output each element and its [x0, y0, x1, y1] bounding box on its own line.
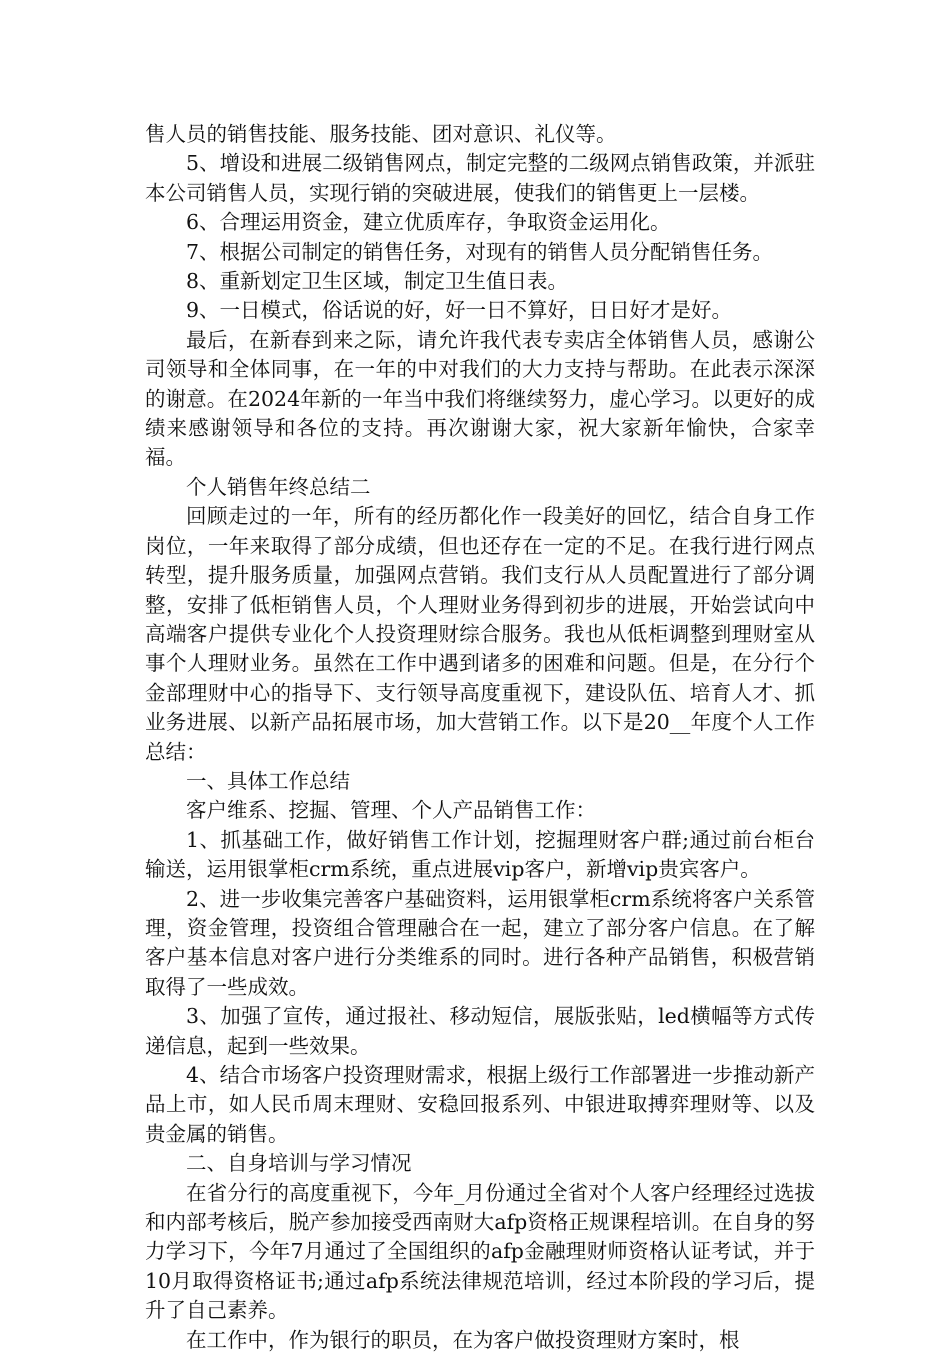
section-heading: 个人销售年终总结二 [186, 474, 371, 499]
paragraph: 回顾走过的一年，所有的经历都化作一段美好的回忆，结合自身工作岗位，一年来取得了部分成绩，但也还存在一定的不足。在我行进行网点转型，提升服务质量，加强网点营销。我们支行从人员配置进行了部分调整，安排了低柜销售人员，个人理财业务得到初步的进展，开始尝试向中高端客户提供专业化个人投资理财综合服务。我也从低柜调整到理财室从事个人理财业务。虽然在工作中遇到诸多的困难和问题。但是，在分行个金部理财中心的指导下、支行领导高度重视下，建设队伍、培育人才、抓业务进展、以新产品拓展市场，加大营销工作。以下是20__年度个人工作总结： [145, 504, 815, 764]
paragraph: 5、增设和进展二级销售网点，制定完整的二级网点销售政策，并派驻本公司销售人员，实现行销的突破进展，使我们的销售更上一层楼。 [145, 151, 815, 205]
paragraph: 售人员的销售技能、服务技能、团对意识、礼仪等。 [145, 122, 617, 146]
paragraph: 3、加强了宣传，通过报社、移动短信，展版张贴，led横幅等方式传递信息，起到一些效果。 [145, 1004, 815, 1058]
paragraph: 6、合理运用资金，建立优质库存，争取资金运用化。 [186, 210, 671, 235]
paragraph: 4、结合市场客户投资理财需求，根据上级行工作部署进一步推动新产品上市，如人民币周末理财、安稳回报系列、中银进取搏弈理财等、以及贵金属的销售。 [145, 1063, 815, 1146]
paragraph: 在工作中，作为银行的职员，在为客户做投资理财方案时，根 [186, 1327, 740, 1352]
paragraph: 最后，在新春到来之际，请允许我代表专卖店全体销售人员，感谢公司领导和全体同事，在一年的中对我们的大力支持与帮助。在此表示深深的谢意。在2024年新的一年当中我们将继续努力，虚心学习。以更好的成绩来感谢领导和各位的支持。再次谢谢大家，祝大家新年愉快，合家幸福。 [145, 327, 815, 470]
section-heading: 一、具体工作总结 [186, 768, 350, 793]
paragraph: 7、根据公司制定的销售任务，对现有的销售人员分配销售任务。 [186, 239, 774, 264]
paragraph: 9、一日模式，俗话说的好，好一日不算好，日日好才是好。 [186, 298, 733, 323]
document-body [145, 120, 815, 1355]
paragraph: 客户维系、挖掘、管理、个人产品销售工作： [186, 798, 596, 823]
paragraph: 在省分行的高度重视下，今年_月份通过全省对个人客户经理经过选拔和内部考核后，脱产参加接受西南财大afp资格正规课程培训。在自身的努力学习下，今年7月通过了全国组织的afp金融理财师资格认证考试，并于10月取得资格证书;通过afp系统法律规范培训，经过本阶段的学习后，提升了自己素养。 [145, 1180, 815, 1323]
section-heading: 二、自身培训与学习情况 [186, 1151, 412, 1176]
paragraph: 1、抓基础工作，做好销售工作计划，挖掘理财客户群;通过前台柜台输送，运用银掌柜crm系统，重点进展vip客户，新增vip贵宾客户。 [145, 827, 815, 882]
paragraph: 2、进一步收集完善客户基础资料，运用银掌柜crm系统将客户关系管理，资金管理，投资组合管理融合在一起，建立了部分客户信息。在了解客户基本信息对客户进行分类维系的同时。进行各种产品销售，积极营销取得了一些成效。 [145, 886, 815, 999]
paragraph: 8、重新划定卫生区域，制定卫生值日表。 [186, 269, 569, 294]
